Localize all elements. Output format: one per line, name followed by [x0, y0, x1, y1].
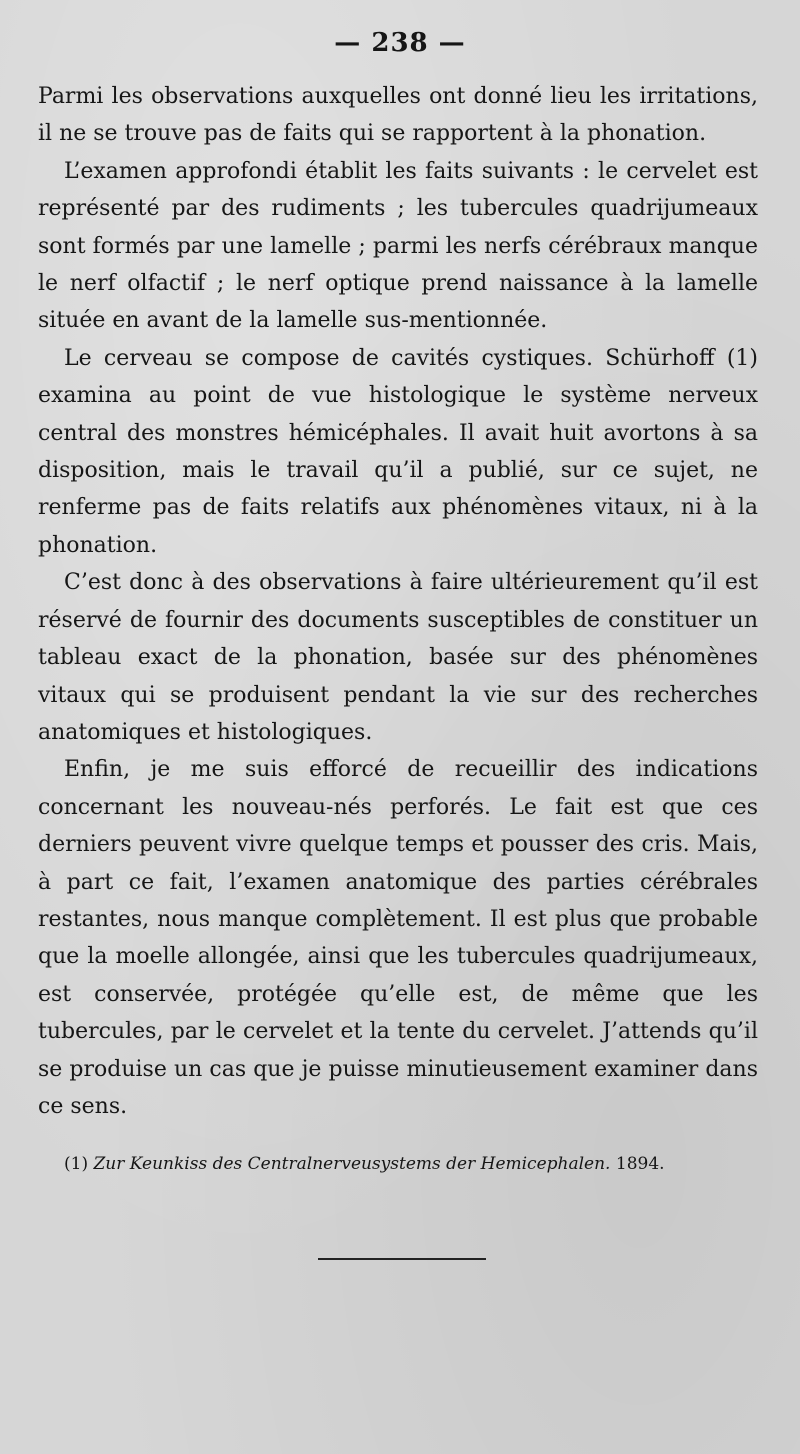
paragraph-1: Parmi les observations auxquelles ont donné lieu les irritations, il ne se trouve pas de faits qui se rapportent à la phonation. — [38, 84, 758, 147]
footnote-year: 1894. — [615, 1154, 665, 1174]
paragraph-5: Enfin, je me suis efforcé de recueillir des indications concernant les nouveau-nés perforés. Le fait est que ces derniers peuvent vivre quelque temps et pousser des cris. Mais, à part ce fait, l’examen anatomique des parties cérébrales restantes, nous manque complètement. Il est plus que probable que la moelle allongée, ainsi que les tubercules quadrijumeaux, est conservée, protégée qu’elle est, de même que les tubercules, par le cervelet et la tente du cervelet. J’attends qu’il se produise un cas que je puisse minutieusement examiner dans ce sens. — [38, 757, 758, 1119]
footnote-title: Zur Keunkiss des Centralnerveusystems der Hemicephalen. — [93, 1154, 611, 1174]
page-number: — 238 — — [334, 28, 466, 58]
paragraph-4: C’est donc à des observations à faire ultérieurement qu’il est réservé de fournir des documents susceptibles de constituer un tableau exact de la phonation, basée sur des phénomènes vitaux qui se produisent pendant la vie sur des recherches anatomiques et histologiques. — [38, 570, 758, 745]
closing-rule — [318, 1258, 486, 1260]
paragraph-3: Le cerveau se compose de cavités cystiques. Schürhoff (1) examina au point de vue histologique le système nerveux central des monstres hémicéphales. Il avait huit avortons à sa disposition, mais le travail qu’il a publié, sur ce sujet, ne renferme pas de faits relatifs aux phénomènes vitaux, ni à la phonation. — [38, 345, 758, 558]
footnote-marker: (1) — [64, 1154, 89, 1174]
body-text — [38, 78, 758, 1125]
paragraph-2: L’examen approfondi établit les faits suivants : le cervelet est représenté par des rudiments ; les tubercules quadrijumeaux sont formés par une lamelle ; parmi les nerfs cérébraux manque le nerf olfactif ; le nerf optique prend naissance à la lamelle située en avant de la lamelle sus-mentionnée. — [38, 158, 758, 334]
footnote — [64, 1150, 764, 1178]
